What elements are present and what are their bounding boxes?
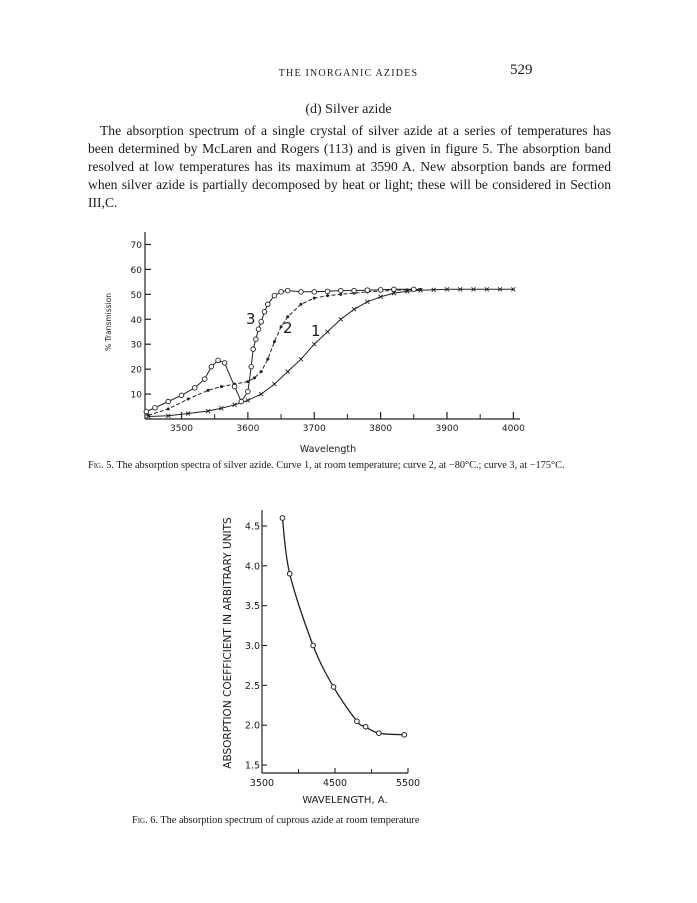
figure-6-y-tick-label: 4.0 xyxy=(244,561,260,573)
figure-5-point-curve-1 xyxy=(312,342,316,346)
figure-5-x-tick-label: 3900 xyxy=(435,424,459,434)
figure-5-point-curve-3 xyxy=(262,309,267,314)
figure-5-ylabel: % Transmission xyxy=(104,293,113,351)
figure-5-xlabel: Wavelength xyxy=(299,444,357,455)
figure-6-x-tick-label: 5500 xyxy=(395,778,421,789)
figure-5-point-curve-3 xyxy=(279,290,284,295)
figure-5-y-tick-label: 50 xyxy=(130,290,142,301)
figure-6-y-tick-label: 1.5 xyxy=(244,760,260,772)
figure-5-point-curve-3 xyxy=(216,358,221,363)
figure-5-point-curve-3 xyxy=(299,290,304,295)
figure-5-point-curve-1 xyxy=(299,357,303,361)
figure-5-point-curve-2 xyxy=(167,408,170,411)
figure-5-point-curve-3 xyxy=(239,399,244,404)
figure-5-y-tick-label: 10 xyxy=(130,390,142,401)
figure-5-point-curve-3 xyxy=(192,386,197,391)
figure-5-point-curve-3 xyxy=(209,364,214,369)
figure-5-point-curve-1 xyxy=(286,370,290,374)
curve-label-2: 2 xyxy=(283,319,293,337)
figure-5-point-curve-3 xyxy=(254,337,259,342)
figure-5-point-curve-3 xyxy=(392,287,397,292)
figure-5-point-curve-1 xyxy=(259,392,263,396)
figure-5-y-tick-label: 70 xyxy=(130,240,142,251)
figure-6-point xyxy=(355,719,360,724)
figure-5-x-tick-label: 3600 xyxy=(236,424,260,434)
figure-5-y-tick-label: 30 xyxy=(130,340,142,351)
figure-5-point-curve-3 xyxy=(166,399,171,404)
figure-5-y-tick-label: 40 xyxy=(130,315,142,326)
figure-5-point-curve-3 xyxy=(232,384,237,389)
figure-5-point-curve-1 xyxy=(326,330,330,334)
figure-6-series xyxy=(280,516,407,737)
figure-5-x-tick-label: 3500 xyxy=(170,424,193,434)
figure-5-x-tick-label: 3700 xyxy=(302,424,326,434)
figure-6-point xyxy=(280,516,285,521)
figure-5-point-curve-3 xyxy=(412,287,417,292)
figure-5-point-curve-3 xyxy=(144,409,149,414)
figure-5-point-curve-3 xyxy=(153,405,158,410)
figure-6-y-tick-label: 2.5 xyxy=(244,680,260,692)
figure-5-point-curve-1 xyxy=(352,307,356,311)
figure-6-y-tick-label: 4.5 xyxy=(244,521,260,533)
figure-6-point xyxy=(331,685,336,690)
figure-5-point-curve-3 xyxy=(256,327,261,332)
figure-5-point-curve-2 xyxy=(220,385,223,388)
figure-5-point-curve-2 xyxy=(299,303,302,306)
figure-5-curve-1 xyxy=(148,289,513,416)
curve-label-3: 3 xyxy=(246,310,256,328)
figure-5-x-tick-label: 4000 xyxy=(501,424,525,434)
page-number: 529 xyxy=(510,62,533,78)
figure-5-y-tick-label: 60 xyxy=(130,265,142,276)
section-heading: (d) Silver azide xyxy=(305,102,392,117)
figure-6-y-tick-label: 2.0 xyxy=(244,720,260,732)
figure-6-caption-text: The absorption spectrum of cuprous azide at room temperature xyxy=(157,815,420,826)
figure-5-point-curve-3 xyxy=(312,290,317,295)
figure-6-ylabel: ABSORPTION COEFFICIENT IN ARBITRARY UNITS xyxy=(222,517,234,769)
figure-6-x-tick-label: 4500 xyxy=(322,778,348,789)
figure-6-x-tick-label: 3500 xyxy=(249,778,275,789)
figure-5-point-curve-3 xyxy=(202,377,207,382)
figure-6-ticks xyxy=(245,521,420,789)
figure-5-y-tick-label: 20 xyxy=(130,365,142,376)
figure-6-point xyxy=(402,732,407,737)
figure-5-point-curve-2 xyxy=(187,398,190,401)
figure-6-y-tick-label: 3.5 xyxy=(244,601,260,613)
figure-5-point-curve-2 xyxy=(286,315,289,318)
figure-5-point-curve-3 xyxy=(378,288,383,293)
figure-6-caption xyxy=(132,814,592,828)
figure-5-point-curve-3 xyxy=(179,393,184,398)
figure-5-ticks xyxy=(131,241,526,434)
figure-5-point-curve-1 xyxy=(365,300,369,304)
figure-5-point-curve-2 xyxy=(147,414,150,417)
figure-6-y-tick-label: 3.0 xyxy=(244,640,260,652)
running-title: THE INORGANIC AZIDES xyxy=(278,68,419,79)
figure-5-point-curve-3 xyxy=(272,293,277,298)
figure-5-point-curve-3 xyxy=(222,361,227,366)
figure-5-curve-3 xyxy=(146,289,414,411)
figure-5-point-curve-2 xyxy=(273,340,276,343)
figure-5-point-curve-1 xyxy=(339,317,343,321)
figure-5-caption xyxy=(88,459,614,473)
figure-6-xlabel: WAVELENGTH, A. xyxy=(302,795,388,806)
figure-5-point-curve-2 xyxy=(253,376,256,379)
figure-5-point-curve-3 xyxy=(251,347,256,352)
figure-5-point-curve-3 xyxy=(365,288,370,293)
figure-5-curve-2 xyxy=(148,289,420,415)
curve-label-1: 1 xyxy=(311,322,321,340)
body-paragraph: The absorption spectrum of a single crystal of silver azide at a series of temperatures has been determined by McLaren and Rogers (113) and is given in figure 5. The absorption band resolved at low temperatures has its maximum at 3590 A. New absorption bands are formed when silver azide is partially decomposed by heat or light; these will be considered in Section III,C. xyxy=(88,123,611,210)
figure-5-point-curve-3 xyxy=(285,288,290,293)
figure-6-point xyxy=(311,643,316,648)
figure-5-point-curve-2 xyxy=(260,370,263,373)
figure-5-point-curve-3 xyxy=(325,289,330,294)
figure-5-point-curve-2 xyxy=(266,358,269,361)
figure-5-point-curve-2 xyxy=(419,288,422,291)
figure-5-point-curve-3 xyxy=(259,319,264,324)
figure-6-curve xyxy=(282,518,404,735)
figure-5-point-curve-2 xyxy=(406,288,409,291)
figure-5-axes xyxy=(145,232,520,419)
figure-5-x-tick-label: 3800 xyxy=(369,424,393,434)
figure-5-point-curve-3 xyxy=(265,302,270,307)
figure-6-caption-label: Fig. 6. xyxy=(132,815,158,826)
figure-5-point-curve-3 xyxy=(249,364,254,369)
figure-5-point-curve-1 xyxy=(272,382,276,386)
figure-5-point-curve-3 xyxy=(338,288,343,293)
figure-6-point xyxy=(363,724,368,729)
figure-5-series xyxy=(144,287,515,418)
figure-5-point-curve-2 xyxy=(207,389,210,392)
figure-5-point-curve-3 xyxy=(352,288,357,293)
figure-6-point xyxy=(377,731,382,736)
figure-5-point-curve-2 xyxy=(313,297,316,300)
figure-5-point-curve-3 xyxy=(246,389,251,394)
figure-5-caption-label: Fig. 5. xyxy=(88,460,114,471)
figure-5-caption-text: The absorption spectra of silver azide. Curve 1, at room temperature; curve 2, at −80°C.; curve 3, at −175°C. xyxy=(113,460,565,471)
figure-5-point-curve-2 xyxy=(326,294,329,297)
figure-6-point xyxy=(287,571,292,576)
